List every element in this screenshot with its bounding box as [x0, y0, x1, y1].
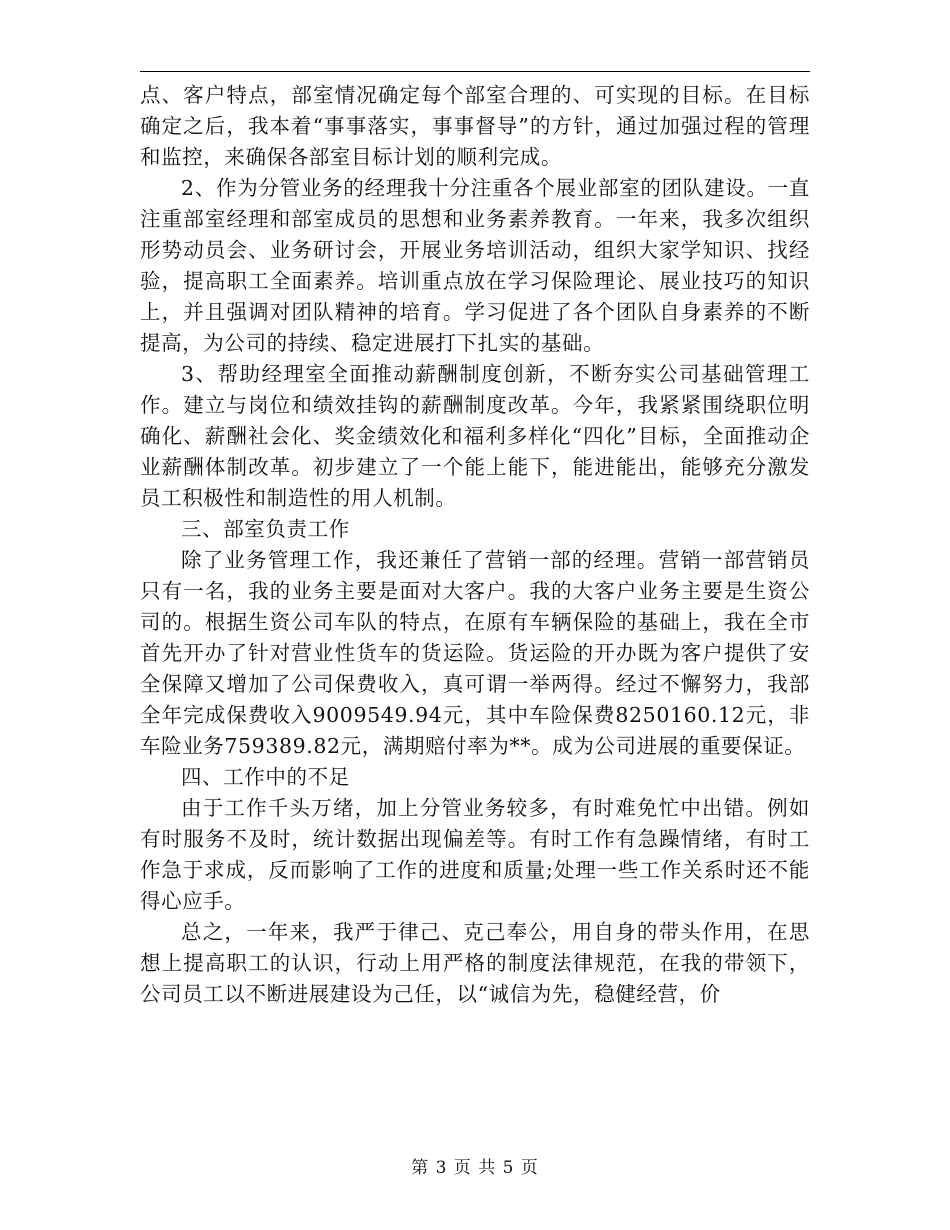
section-heading-4: 四、工作中的不足 — [181, 765, 350, 789]
section-heading-3: 三、部室负责工作 — [181, 517, 350, 541]
paragraph-4: 除了业务管理工作，我还兼任了营销一部的经理。营销一部营销员只有一名，我的业务主要是面对大客户。我的大客户业务主要是生资公司的。根据生资公司车队的特点，在原有车辆保险的基础上，我在全市首先开办了针对营业性货车的货运险。货运险的开办既为客户提供了安全保障又增加了公司保费收入，真可谓一举两得。经过不懈努力，我部全年完成保费收入9009549.94元，其中车险保费8250160.12元，非车险业务759389.82元，满期赔付率为**。成为公司进展的重要保证。 — [140, 548, 810, 758]
header-rule — [140, 71, 810, 72]
paragraph-6: 总之，一年来，我严于律己、克己奉公，用自身的带头作用，在思想上提高职工的认识，行动上用严格的制度法律规范，在我的带领下，公司员工以不断进展建设为己任，以“诚信为先，稳健经营，价 — [140, 920, 810, 1006]
paragraph-3: 3、帮助经理室全面推动薪酬制度创新，不断夯实公司基础管理工作。建立与岗位和绩效挂钩的薪酬制度改革。今年，我紧紧围绕职位明确化、薪酬社会化、奖金绩效化和福利多样化“四化”目标，全面推动企业薪酬体制改革。初步建立了一个能上能下，能进能出，能够充分激发员工积极性和制造性的用人机制。 — [140, 362, 810, 510]
document-body — [140, 80, 810, 1010]
paragraph-2: 2、作为分管业务的经理我十分注重各个展业部室的团队建设。一直注重部室经理和部室成员的思想和业务素养教育。一年来，我多次组织形势动员会、业务研讨会，开展业务培训活动，组织大家学知识、找经验，提高职工全面素养。培训重点放在学习保险理论、展业技巧的知识上，并且强调对团队精神的培育。学习促进了各个团队自身素养的不断提高，为公司的持续、稳定进展打下扎实的基础。 — [140, 176, 810, 355]
paragraph-1: 点、客户特点，部室情况确定每个部室合理的、可实现的目标。在目标确定之后，我本着“事事落实，事事督导”的方针，通过加强过程的管理和监控，来确保各部室目标计划的顺利完成。 — [140, 83, 810, 169]
page-number-footer: 第 3 页 共 5 页 — [411, 1158, 539, 1178]
paragraph-5: 由于工作千头万绪，加上分管业务较多，有时难免忙中出错。例如有时服务不及时，统计数据出现偏差等。有时工作有急躁情绪，有时工作急于求成，反而影响了工作的进度和质量;处理一些工作关系时还不能得心应手。 — [140, 796, 810, 913]
